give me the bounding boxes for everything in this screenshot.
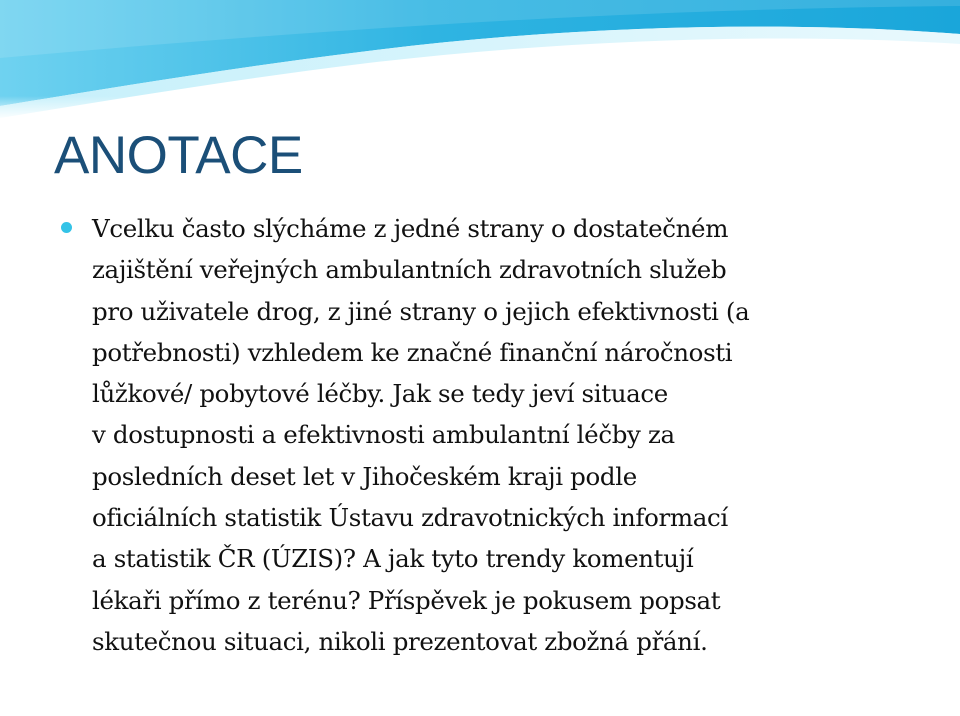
- paragraph-line: zajištění veřejných ambulantních zdravotních služeb: [92, 255, 727, 285]
- paragraph-line: a statistik ČR (ÚZIS)? A jak tyto trendy komentují: [92, 544, 694, 574]
- paragraph-line: lůžkové/ pobytové léčby. Jak se tedy jeví situace: [92, 379, 668, 409]
- header-banner: [0, 0, 960, 120]
- paragraph-line: oficiálních statistik Ústavu zdravotnických informací: [92, 503, 728, 533]
- paragraph-line: lékaři přímo z terénu? Příspěvek je pokusem popsat: [92, 585, 721, 615]
- bullet-paragraph: [92, 208, 940, 662]
- slide-title: ANOTACE: [54, 126, 303, 185]
- paragraph-line: Vcelku často slýcháme z jedné strany o dostatečném: [92, 214, 729, 243]
- banner-graphic: [0, 0, 960, 120]
- list-item: [60, 208, 940, 662]
- paragraph-line: pro uživatele drog, z jiné strany o jejich efektivnosti (a: [92, 296, 750, 326]
- paragraph-line: potřebnosti) vzhledem ke značné finanční náročnosti: [92, 337, 733, 367]
- bullet-list: [60, 208, 940, 662]
- paragraph-line: posledních deset let v Jihočeském kraji podle: [92, 461, 637, 491]
- paragraph-line: v dostupnosti a efektivnosti ambulantní léčby za: [92, 420, 675, 450]
- paragraph-line: skutečnou situaci, nikoli prezentovat zbožná přání.: [92, 626, 708, 656]
- bullet-icon: [61, 222, 72, 233]
